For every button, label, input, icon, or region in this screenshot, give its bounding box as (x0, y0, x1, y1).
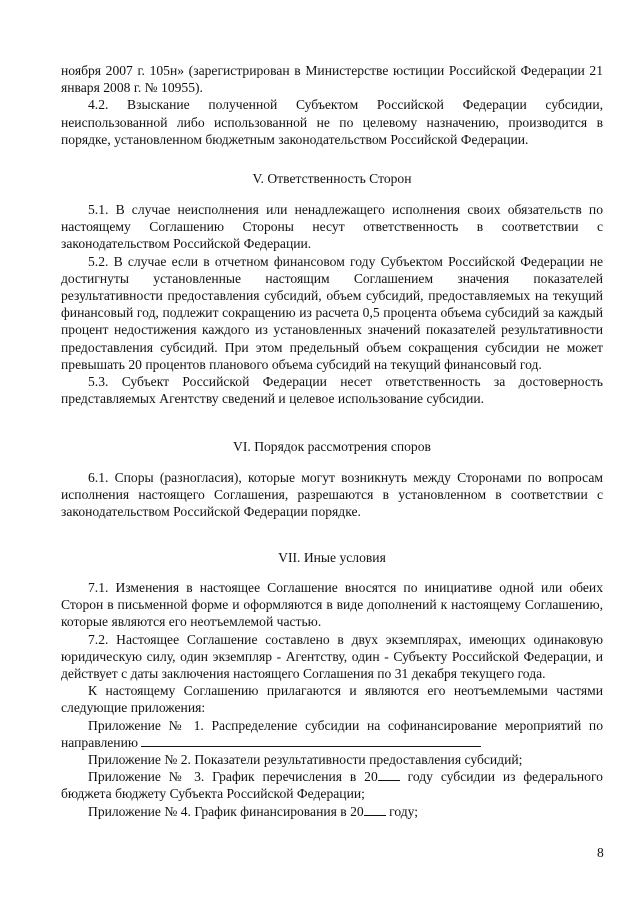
section-heading-vi: VI. Порядок рассмотрения споров (233, 439, 431, 454)
paragraph-6-1: 6.1. Споры (разногласия), которые могут возникнуть между Сторонами по вопросам исполнения настоящего Соглашения, разрешаются в установленном в соответствии с законодательством Российской Федерации порядке. (61, 470, 603, 520)
intro-block (61, 62, 603, 148)
annex-4-year-blank (364, 803, 386, 816)
annex-1-blank-line (141, 734, 481, 747)
section-vi-body (61, 469, 603, 521)
paragraph-4-2: 4.2. Взыскание полученной Субъектом Российской Федерации субсидии, неиспользованной либо использованной не по целевому назначению, производится в порядке, установленном бюджетным законодательством Российской Федерации. (61, 97, 603, 147)
section-vii-body (61, 579, 603, 820)
section-v-body (61, 201, 603, 407)
paragraph-annex-intro: К настоящему Соглашению прилагаются и являются его неотъемлемыми частями следующие приложения: (61, 683, 603, 716)
section-heading-v: V. Ответственность Сторон (252, 171, 412, 186)
annex-3-year-blank (378, 768, 400, 781)
paragraph-7-2: 7.2. Настоящее Соглашение составлено в двух экземплярах, имеющих одинаковую юридическую силу, один экземпляр - Агентству, один - Субъекту Российской Федерации, и действует с даты заключения настоящего Соглашения по 31 декабря текущего года. (61, 631, 603, 682)
page-number: 8 (597, 845, 604, 860)
paragraph-continuation: ноября 2007 г. 105н» (зарегистрирован в Министерстве юстиции Российской Федерации 21 января 2008 г. № 10955). (61, 63, 603, 96)
section-heading-vii: VII. Иные условия (278, 550, 386, 565)
annex-1: Приложение № 1. Распределение субсидии на софинансирование мероприятий по направлению (61, 717, 603, 750)
paragraph-5-3: 5.3. Субъект Российской Федерации несет ответственность за достоверность представляемых Агентству сведений и целевое использование субсидии. (61, 374, 603, 407)
annex-2: Приложение № 2. Показатели результативности предоставления субсидий; (88, 752, 523, 768)
paragraph-5-2: 5.2. В случае если в отчетном финансовом году Субъектом Российской Федерации не достигнуты установленные настоящим Соглашением значения показателей результативности предоставления субсидий, объем субсидий, предоставляемых на текущий финансовый год, подлежит сокращению из расчета 0,5 процента объема субсидий за каждый процент недостижения каждого из установленных значений показателей результативности предоставления субсидий. При этом предельный объем сокращения субсидии не может превышать 20 процентов планового объема субсидий на текущий финансовый год. (61, 253, 603, 372)
annex-3: Приложение № 3. График перечисления в 20 году субсидии из федерального бюджета бюджету Субъекта Российской Федерации; (61, 769, 603, 802)
paragraph-7-1: 7.1. Изменения в настоящее Соглашение вносятся по инициативе одной или обеих Сторон в письменной форме и оформляются в виде дополнений к настоящему Соглашению, которые являются его неотъемлемой частью. (61, 580, 603, 630)
paragraph-5-1: 5.1. В случае неисполнения или ненадлежащего исполнения своих обязательств по настоящему Соглашению Стороны несут ответственность в соответствии с законодательством Российской Федерации. (61, 202, 603, 252)
annex-4: Приложение № 4. График финансирования в 20 году; (88, 803, 419, 819)
